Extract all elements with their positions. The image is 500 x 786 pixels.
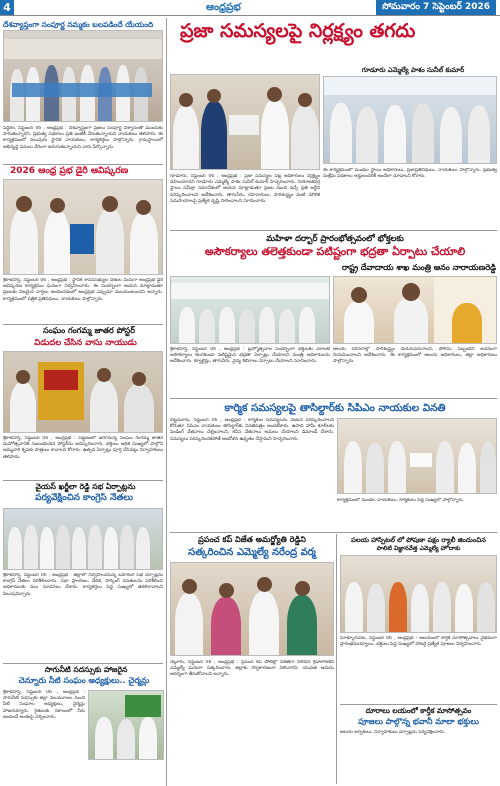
article-cpm-text: చిట్టమూరు, సెప్టెంబర్ 06 , ఆంధ్రప్రభ : కార్మికుల సమస్యలను వెంటనే పరిష్కరించాలని కోరుతూ సిపిఎం నాయకులు తాసిల్దార్‌కు వినతిపత్రం అందజేశారు. ఉపాధి హామీ కూలీలకు పెండింగ్ వేతనాలు చెల్లించాలని, కనీస వేతనాలు అమలు చేయాలని డిమాండ్ చేశారు. సమస్యలు పరిష్కరించకపోతే ఆందోళన ఉధృతం చేస్తామని హెచ్చరించారు. — [170, 418, 334, 442]
photo-jatara-poster — [3, 351, 163, 433]
headline-diary: 2026 ఆంధ్ర ప్రభ డైరీ ఆవిష్కరణ — [10, 166, 129, 176]
article-rally-text: సూళ్ళూరుపేట, సెప్టెంబర్ 06 , ఆంధ్రప్రభ : ఆలయంలో కార్తీక మాసోత్సవాలు వైభవంగా ప్రారంభమయ్యాయి. భక్తులు పెద్ద సంఖ్యలో హాజరై ప్రత్యేక పూజలు నిర్వహించారు. — [340, 636, 497, 648]
article-cpm-text-2: కార్యక్రమంలో మండల నాయకులు, కార్మికులు పెద్ద సంఖ్యలో పాల్గొన్నారు. — [337, 498, 465, 503]
newspaper-name: ఆంధ్రప్రభ — [206, 2, 241, 13]
headline-rally-2: పాలిటి విజ్ఞానవేత్త ఎమ్మెల్యే హోదాకు — [376, 545, 461, 552]
column-divider — [166, 18, 167, 786]
headline-temple-1: దూరాలు లయంలో కార్తీక మాసోత్సవం — [365, 706, 472, 715]
article-trust-text: పెద్దిరం, సెప్టెంబర్ 06 , ఆంధ్రప్రభ : దేశవ్యాప్తంగా ప్రజలు సంపూర్ణ విశ్వాసంతో ముందుకు సాగుతున్నారని, ప్రభుత్వ పథకాలు ప్రతి ఇంటికీ చేరుతున్నాయని నాయకులు తెలిపారు. ఈ కార్యక్రమంలో పలువురు స్థానిక నాయకులు, కార్యకర్తలు పాల్గొన్నారు. గ్రామస్థాయిలో అభివృద్ధి పనులు వేగంగా జరుగుతున్నాయని వారు పేర్కొన్నారు. — [3, 126, 163, 150]
photo-cpm-petition — [337, 418, 497, 494]
main-headline: ప్రజా సమస్యలపై నిర్లక్ష్యం తగదు — [180, 20, 416, 42]
dateline: సోమవారం 7 సెప్టెంబర్ 2026 — [376, 0, 496, 15]
article-diary-text: శ్రీకాళహస్తి, సెప్టెంబర్ 06 , ఆంధ్రప్రభ : స్థానిక శాసనసభ్యుల చేతుల మీదుగా ఆంధ్రప్రభ డైరీ ఆవిష్కరణ కార్యక్రమం ఘనంగా నిర్వహించారు. ఈ సందర్భంగా ఆయన మాట్లాడుతూ ప్రజలకు నిజమైన వార్తలు అందించడంలో ఆంధ్రప్రభ ఎప్పుడూ ముందుంటుందని అన్నారు. కార్యక్రమంలో పత్రిక ప్రతినిధులు, నాయకులు పాల్గొన్నారు. — [3, 278, 163, 302]
headline-jatara-2: విడుదల చేసిన వాసు నాయుడు — [34, 337, 137, 347]
headline-congress-1: వైయస్ ఖర్జీలా రెడ్డి సభ ఏర్పాట్లను — [35, 482, 136, 491]
page-number: 4 — [0, 0, 14, 15]
headline-minister-3: రాష్ట్ర దేవాదాయ శాఖ మంత్రి ఆనం నారాయణరెడ్డి — [341, 263, 496, 272]
headline-worldcup-2: సత్కరించిన ఎమ్మెల్యే నరేంద్ర వర్మ — [188, 547, 316, 558]
photo-trust-meeting — [3, 30, 163, 122]
photo-mla-review — [170, 74, 320, 170]
headline-jatara-1: సంఘం గంగమ్మ జాతర పోస్టర్ — [42, 326, 136, 335]
headline-rally-1: పలయ హాస్పిటల్ లో పోషణా పక్షం ర్యాలీ జిందుంచిన — [351, 536, 486, 544]
article-mla-text: గూడూరు, సెప్టెంబర్ 06 , ఆంధ్రప్రభ : ప్రజా సమస్యల పట్ల అధికారులు నిర్లక్ష్యం వహించరాదని గూడూరు ఎమ్మెల్యే పాశం సునీల్ కుమార్ హెచ్చరించారు. నియోజకవర్గ స్థాయి సమీక్షా సమావేశంలో ఆయన మాట్లాడుతూ ప్రజల నుంచి వచ్చే ప్రతి అర్జీని పరిష్కరించాలని ఆదేశించారు. తాగునీరు, రహదారులు, పారిశుద్ధ్యం వంటి మౌలిక సదుపాయాలపై ప్రత్యేక దృష్టి సారించాలని సూచించారు. — [170, 174, 320, 204]
photo-mla-hall — [323, 76, 497, 164]
article-irrigation-text: శ్రీకాళహస్తి, సెప్టెంబర్ 06 , ఆంధ్రప్రభ : సాగునీటి సదస్సుకు జిల్లా నలుమూలల నుంచి నీటి సంఘాల అధ్యక్షులు, చైర్మన్లు హాజరయ్యారు. రైతులకు సకాలంలో నీరు అందించే అంశంపై చర్చించారు. — [3, 690, 85, 720]
headline-worldcup-1: ప్రపంచ కప్ విజేత అమర్జ్యోతి రెడ్డిని — [198, 535, 306, 544]
main-subhead: గూడూరు ఎమ్మెల్యే పాశం సునీల్ కుమార్ — [361, 66, 465, 74]
article-mla-text-2: ఈ కార్యక్రమంలో మండల స్థాయి అధికారులు, ప్రజాప్రతినిధులు, నాయకులు పాల్గొన్నారు. ప్రభుత్వ సంక్షేమ పథకాలు అర్హులందరికీ అందేలా చూడాలని కోరారు. — [323, 168, 497, 180]
headline-temple-2: పూజలు పాల్గొన్న భవానీ మాలా భక్తులు — [358, 717, 479, 726]
photo-congress-leaders — [3, 508, 163, 570]
photo-minister-meeting — [170, 276, 330, 344]
headline-trust: దేశవ్యాప్తంగా సంపూర్ణ నమ్మకం బలపడిందే యేయంది — [3, 20, 154, 29]
article-congress-text: శ్రీకాళహస్తి, సెప్టెంబర్ 06 , ఆంధ్రప్రభ : జిల్లాలో నిర్వహించనున్న బహిరంగ సభ ఏర్పాట్లను కాంగ్రెస్ నేతలు పరిశీలించారు. సభా ప్రాంగణం, వేదిక, పార్కింగ్ వసతులను పరిశీలించి అధికారులకు పలు సూచనలు చేశారు. కార్యకర్తలు పెద్ద సంఖ్యలో తరలిరావాలని పిలుపునిచ్చారు. — [3, 573, 163, 597]
photo-worldcup-felicitation — [170, 562, 334, 656]
article-minister-text: శ్రీకాళహస్తి, సెప్టెంబర్ 06 , ఆంధ్రప్రభ : బ్రహ్మోత్సవాల సందర్భంగా భక్తులకు ఎలాంటి అసౌకర్యాలు కలగకుండా పటిష్టమైన భద్రతా ఏర్పాట్లు చేయాలని మంత్రి అధికారులను ఆదేశించారు. క్యూలైన్లు, తాగునీరు, వైద్య శిబిరాలు ఏర్పాటు చేయాలని సూచించారు. — [170, 347, 330, 365]
headline-irrigation-2: చెన్నూరు నీటి సంఘం అధ్యక్షులు.. చైర్మన్లు — [18, 676, 150, 685]
article-temple-text: ఆలయ అర్చకులు, నిర్వాహకులు ఏర్పాట్లను పర్యవేక్షించారు. — [340, 730, 446, 735]
headline-congress-2: పర్యవేక్షించిన కాంగ్రెస్ నేతలు — [35, 493, 133, 503]
headline-cpm: కార్మిక సమస్యలపై తాసిల్దార్‌కు సిపిఎం నాయకుల వినతి — [224, 402, 446, 414]
photo-minister-portrait — [333, 276, 497, 344]
headline-irrigation-1: సాగునీటి సదస్సుకు హాజరైన — [44, 665, 128, 674]
page-header — [0, 0, 500, 16]
photo-hospital-rally — [340, 555, 497, 633]
photo-diary-release — [3, 179, 163, 275]
article-minister-text-2: ఆలయ పరిసరాల్లో పారిశుద్ధ్యం మెరుగుపరచాలని, పోలీసు సిబ్బందిని అదనంగా నియమించాలని ఆదేశించారు. ఈ కార్యక్రమంలో ఆలయ అధికారులు, జిల్లా అధికారులు పాల్గొన్నారు. — [333, 347, 497, 365]
headline-minister-2: అసౌకర్యాలు తలెత్తకుండా పటిష్టంగా భద్రతా ఏర్పాటు చేయాలి — [204, 245, 466, 258]
headline-minister-1: మహిళా దర్బార్ ప్రారంభోత్సవంలో భోక్తలకు — [266, 233, 404, 243]
article-jatara-text: శ్రీకాళహస్తి, సెప్టెంబర్ 06 , ఆంధ్రప్రభ : పట్టణంలో జరగనున్న సంఘం గంగమ్మ జాతర మహోత్సవానికి సంబంధించిన పోస్టర్‌ను ఆవిష్కరించారు. భక్తులు అధిక సంఖ్యలో పాల్గొని అమ్మవారి కృపకు పాత్రులు కావాలని కోరారు. ఉత్సవ ఏర్పాట్లు పూర్తి చేసినట్లు నిర్వాహకులు తెలిపారు. — [3, 436, 163, 460]
article-worldcup-text: నెల్లూరు, సెప్టెంబర్ 06 , ఆంధ్రప్రభ : ప్రపంచ కప్ పోటీల్లో విజేతగా నిలిచిన క్రీడాకారిణిని ఎమ్మెల్యే ఘనంగా సత్కరించారు. జిల్లాకు గర్వకారణంగా నిలిచారని, యువత ఆమెను ఆదర్శంగా తీసుకోవాలని అన్నారు. — [170, 660, 334, 678]
photo-irrigation-meeting — [88, 690, 164, 760]
